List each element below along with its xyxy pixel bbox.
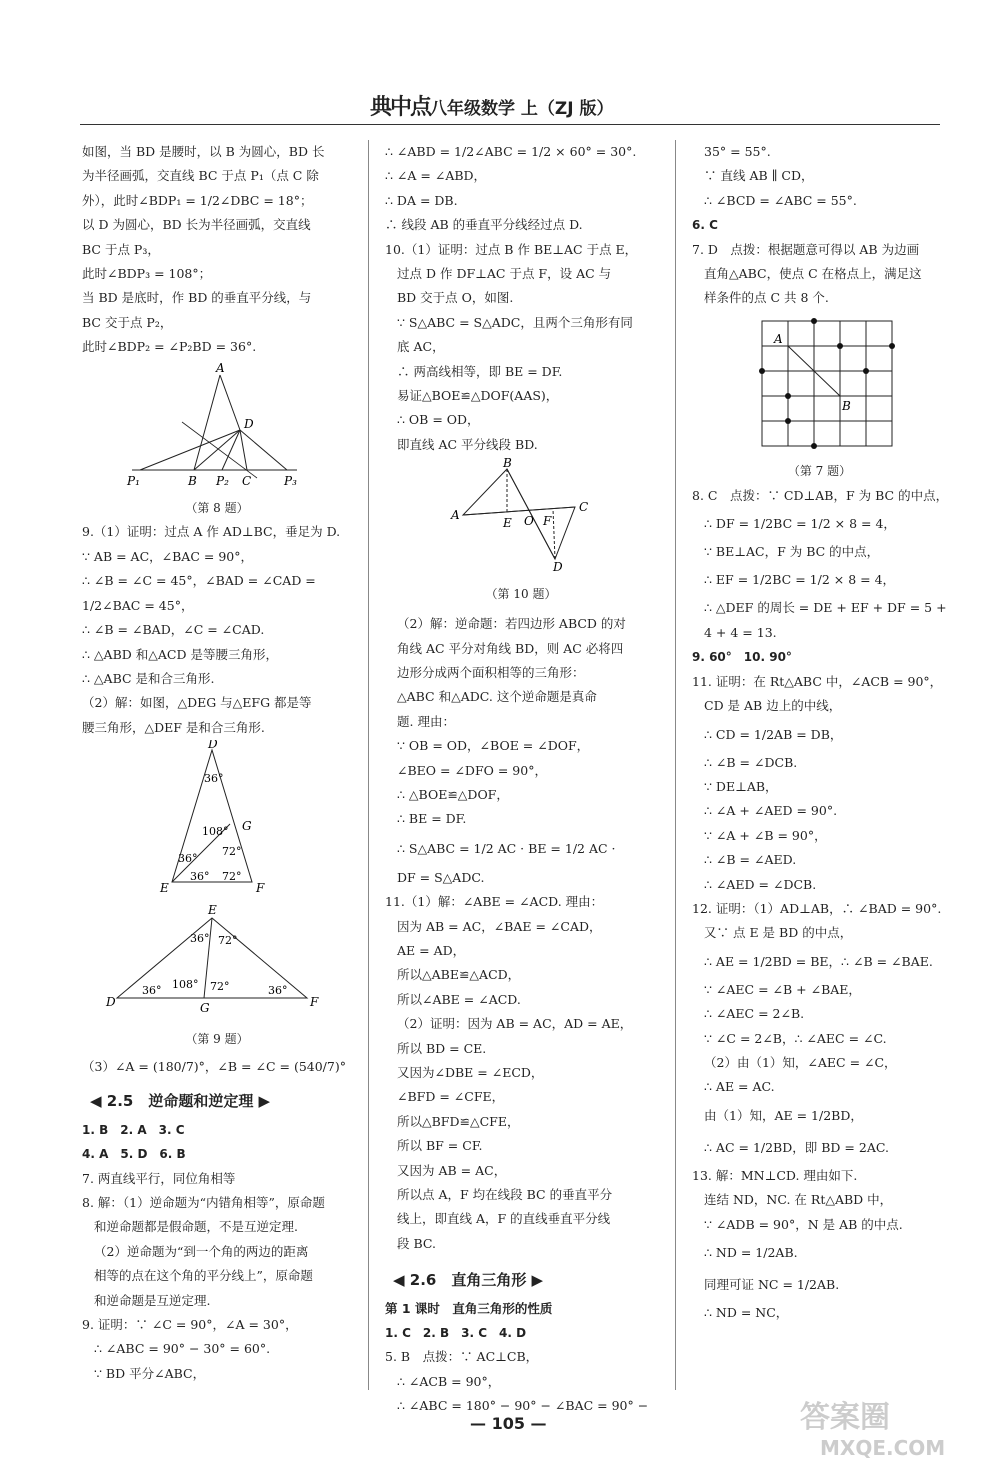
text-line: ∴ AE = 1/2BD = BE，∴ ∠B = ∠BAE. [704,953,933,969]
text-line: 为半径画弧，交直线 BC 于点 P₁（点 C 除 [82,168,319,184]
text-line: 11. 证明：在 Rt△ABC 中，∠ACB = 90°， [692,673,943,689]
label-o: O [524,514,534,529]
text-line: （2）解：逆命题：若四边形 ABCD 的对 [397,616,626,632]
label-a: A [216,360,225,375]
label-e: E [208,903,217,918]
answer-line: 9. 60° 10. 90° [692,650,792,665]
figure-caption: （第 10 题） [485,586,557,601]
text-line: ∴ ∠AED = ∠DCB. [704,876,817,892]
text-line: 相等的点在这个角的平分线上”，原命题 [94,1268,313,1284]
text-line: ∴ AE = AC. [704,1079,775,1095]
text-line: ∴ ∠B = ∠BAD，∠C = ∠CAD. [82,622,265,638]
column-3 [692,140,947,1325]
label-e: E [503,516,512,531]
text-line: 易证△BOE≌△DOF(AAS)， [397,388,559,404]
text-line: BC 于点 P₃， [82,241,160,257]
text-line: 外），此时∠BDP₁ = 1/2∠DBC = 18°； [82,192,313,208]
text-line: ∠BEO = ∠DFO = 90°， [397,762,547,778]
text-line: 又因为∠DBE = ∠ECD， [397,1065,544,1080]
text-line: 10.（1）证明：过点 B 作 BE⊥AC 于点 E， [385,241,638,257]
label-a: A [774,331,783,346]
answer-line: 1. C 2. B 3. C 4. D [385,1326,527,1341]
text-line: DF = S△ADC. [397,869,485,885]
text-line: BD 交于点 O，如图. [397,290,514,306]
text-line: （2）证明：因为 AB = AC，AD = AE， [397,1016,633,1032]
text-line: ∴ EF = 1/2BC = 1/2 × 8 = 4， [704,572,896,588]
text-line: 12. 证明：（1）AD⊥AB，∴ ∠BAD = 90°. [692,900,942,916]
text-line: 所以 BF = CF. [397,1138,483,1154]
text-line: 9. 证明：∵ ∠C = 90°，∠A = 30°， [82,1317,298,1332]
column-1 [82,140,352,1386]
text-line: △ABC 和△ADC. 这个逆命题是真命 [397,689,597,705]
figure-8 [82,360,352,500]
text-line: 1/2∠BAC = 45°， [82,597,194,613]
text-line: ∴ ∠BCD = ∠ABC = 55°. [704,192,857,208]
text-line: ∵ BD 平分∠ABC， [94,1365,206,1381]
text-line: 过点 D 作 DF⊥AC 于点 F，设 AC 与 [397,266,612,282]
section-heading: ◀ 2.5 逆命题和逆定理 ▶ [90,1092,271,1111]
text-line: ∵ ∠C = 2∠B，∴ ∠AEC = ∠C. [704,1030,887,1046]
label-d: D [106,995,116,1010]
text-line: 当 BD 是底时，作 BD 的垂直平分线，与 [82,290,312,306]
angle-label: 108° [202,825,229,839]
label-f: F [310,995,319,1010]
text-line: 4 + 4 = 13. [704,624,777,640]
text-line: ∴ ∠ABD = 1/2∠ABC = 1/2 × 60° = 30°. [385,144,637,159]
text-line: ∴ CD = 1/2AB = DB， [704,726,843,742]
text-line: ∴ AC = 1/2BD，即 BD = 2AC. [704,1139,889,1155]
text-line: 所以∠ABE = ∠ACD. [397,991,521,1007]
text-line: ∴ 两高线相等，即 BE = DF. [397,363,563,379]
page-header [80,88,940,125]
label-d: D [244,416,254,431]
text-line: ∵ S△ABC = S△ADC，且两个三角形有同 [397,314,633,330]
watermark-url: MXQE.COM [820,1436,946,1460]
text-line: 和逆命题是互逆定理. [94,1292,211,1308]
page-number: — 105 — [470,1414,547,1433]
text-line: CD 是 AB 边上的中线， [704,698,842,714]
label-p3: P₃ [284,473,297,488]
figure-caption: （第 9 题） [185,1031,249,1046]
answer-line: 4. A 5. D 6. B [82,1147,186,1162]
text-line: ∴ DF = 1/2BC = 1/2 × 8 = 4， [704,516,896,532]
text-line: 8. 解：（1）逆命题为“内错角相等”，原命题 [82,1194,325,1210]
angle-label: 36° [178,852,198,866]
watermark: 答案圈 [800,1400,890,1435]
text-line: ∴ ∠ABC = 180° − 90° − ∠BAC = 90° − [397,1398,649,1414]
angle-label: 36° [190,870,210,884]
text-line: ∵ DE⊥AB， [704,778,778,794]
text-line: ∴ ∠AEC = 2∠B. [704,1006,805,1022]
figure-9 [82,740,352,1032]
text-line: ∵ OB = OD，∠BOE = ∠DOF， [397,738,590,754]
text-line: ∵ 直线 AB ∥ CD， [704,168,814,184]
text-line: 以 D 为圆心，BD 长为半径画弧，交直线 [82,217,311,233]
label-d: D [208,740,218,752]
text-line: 因为 AB = AC，∠BAE = ∠CAD， [397,918,602,934]
text-line: 11.（1）解：∠ABE = ∠ACD. 理由： [385,894,604,910]
text-line: 此时∠BDP₃ = 108°； [82,266,212,282]
text-line: 样条件的点 C 共 8 个. [704,290,829,306]
text-line: 腰三角形，△DEF 是和合三角形. [82,719,265,735]
angle-label: 36° [204,772,224,786]
label-g: G [200,1001,210,1016]
text-line: 角线 AC 平分对角线 BD，则 AC 必将四 [397,640,624,656]
text-line: ∵ ∠A + ∠B = 90°， [704,827,827,843]
text-line: ∴ S△ABC = 1/2 AC · BE = 1/2 AC · [397,840,616,856]
label-p2: P₂ [216,473,229,488]
text-line: ∴ ∠ABC = 90° − 30° = 60°. [94,1341,271,1357]
column-2 [385,140,657,1419]
text-line: ∴ ∠B = ∠C = 45°，∠BAD = ∠CAD = [82,573,316,589]
text-line: 13. 解：MN⊥CD. 理由如下. [692,1167,858,1183]
text-line: 如图，当 BD 是腰时，以 B 为圆心，BD 长 [82,144,325,159]
text-line: 35° = 55°. [704,144,771,159]
text-line: 又∵ 点 E 是 BD 的中点， [704,925,853,941]
text-line: 直角△ABC，使点 C 在格点上，满足这 [704,266,922,282]
label-e: E [160,881,169,896]
text-line: ∴ ND = 1/2AB. [704,1245,798,1260]
text-line: 所以△ABE≌△ACD， [397,967,521,983]
label-p1: P₁ [127,473,140,488]
angle-label: 108° [172,978,199,992]
book-title: 八年级数学 上（ZJ 版） [430,99,614,119]
text-line: 又因为 AB = AC， [397,1162,507,1178]
text-line: ∵ BE⊥AC，F 为 BC 的中点， [704,544,880,560]
label-d: D [553,560,563,574]
text-line: BC 交于点 P₂， [82,314,173,330]
text-line: （2）逆命题为“到一个角的两边的距离 [94,1243,309,1259]
figure-10 [385,457,657,573]
text-line: 同理可证 NC = 1/2AB. [704,1277,840,1292]
text-line: 题. 理由： [397,713,455,729]
text-line: ∴ △ABC 是和合三角形. [82,670,215,686]
text-line: ∴ OB = OD， [397,412,480,428]
section-heading: ◀ 2.6 直角三角形 ▶ [393,1271,544,1290]
text-line: ∴ DA = DB. [385,192,458,208]
text-line: （2）解：如图，△DEG 与△EFG 都是等 [82,695,312,711]
text-line: 所以点 A，F 均在线段 BC 的垂直平分 [397,1187,613,1203]
text-line: ∵ AB = AC，∠BAC = 90°， [82,548,253,564]
text-line: 和逆命题都是假命题，不是互逆定理. [94,1219,298,1235]
text-line: 所以 BD = CE. [397,1040,487,1056]
text-line: ∴ 线段 AB 的垂直平分线经过点 D. [385,217,583,233]
text-line: ∴ ∠A + ∠AED = 90°. [704,803,838,819]
label-f: F [256,881,265,896]
text-line: ∴ BE = DF. [397,811,467,827]
text-line: ∴ ∠B = ∠AED. [704,852,797,868]
figure-7 [692,311,947,451]
text-line: ∴ ∠ACB = 90°， [397,1373,501,1389]
label-f: F [543,514,552,529]
angle-label: 36° [268,984,288,998]
text-line: 边形分成两个面积相等的三角形： [397,664,585,680]
text-line: AE = AD， [397,942,466,958]
answer-line: 1. B 2. A 3. C [82,1122,185,1137]
angle-label: 36° [142,984,162,998]
text-line: ∴ ∠B = ∠DCB. [704,754,798,770]
label-c: C [242,473,252,488]
text-line: ∴ ND = NC， [704,1305,789,1320]
angle-label: 72° [218,934,238,948]
text-line: 此时∠BDP₂ = ∠P₂BD = 36°. [82,339,257,355]
text-line: 线上，即直线 A，F 的直线垂直平分线 [397,1211,611,1227]
label-b: B [503,457,512,471]
text-line: 段 BC. [397,1235,436,1251]
text-line: ∴ △DEF 的周长 = DE + EF + DF = 5 + [704,600,947,616]
label-a: A [451,508,460,523]
column-divider-2 [675,140,676,1390]
text-line: ∵ ∠ADB = 90°，N 是 AB 的中点. [704,1216,903,1232]
text-line: ∴ △BOE≌△DOF， [397,786,509,802]
angle-label: 72° [222,845,242,859]
text-line: 7. D 点拨：根据题意可得以 AB 为边画 [692,241,920,257]
angle-label: 72° [210,980,230,994]
text-line: 5. B 点拨：∵ AC⊥CB， [385,1349,539,1365]
text-line: 即直线 AC 平分线段 BD. [397,436,538,452]
text-line: （3）∠A = (180/7)°，∠B = ∠C = (540/7)° [82,1058,346,1074]
text-line: 由（1）知，AE = 1/2BD， [704,1107,863,1123]
text-line: ∴ △ABD 和△ACD 是等腰三角形， [82,646,278,662]
text-line: ∵ ∠AEC = ∠B + ∠BAE， [704,981,861,997]
answer-line: 6. C [692,218,718,233]
angle-label: 36° [190,932,210,946]
label-b: B [188,473,197,488]
subsection-heading: 第 1 课时 直角三角形的性质 [385,1300,553,1316]
label-g: G [242,819,252,834]
text-line: （2）由（1）知，∠AEC = ∠C， [704,1054,897,1070]
text-line: ∠BFD = ∠CFE， [397,1089,505,1105]
text-line: 底 AC， [397,339,445,355]
column-divider-1 [368,140,369,1390]
figure-caption: （第 8 题） [185,501,249,516]
text-line: 7. 两直线平行，同位角相等 [82,1170,236,1186]
figure-caption: （第 7 题） [787,464,852,479]
brand-logo: 典中点 [370,95,431,120]
text-line: 8. C 点拨：∵ CD⊥AB，F 为 BC 的中点， [692,487,949,503]
text-line: 所以△BFD≌△CFE， [397,1113,520,1129]
text-line: 9.（1）证明：过点 A 作 AD⊥BC，垂足为 D. [82,524,341,540]
text-line: 连结 ND，NC. 在 Rt△ABD 中， [704,1192,893,1208]
label-b: B [842,398,851,413]
label-c: C [579,500,589,515]
angle-label: 72° [222,870,242,884]
text-line: ∴ ∠A = ∠ABD， [385,168,487,184]
